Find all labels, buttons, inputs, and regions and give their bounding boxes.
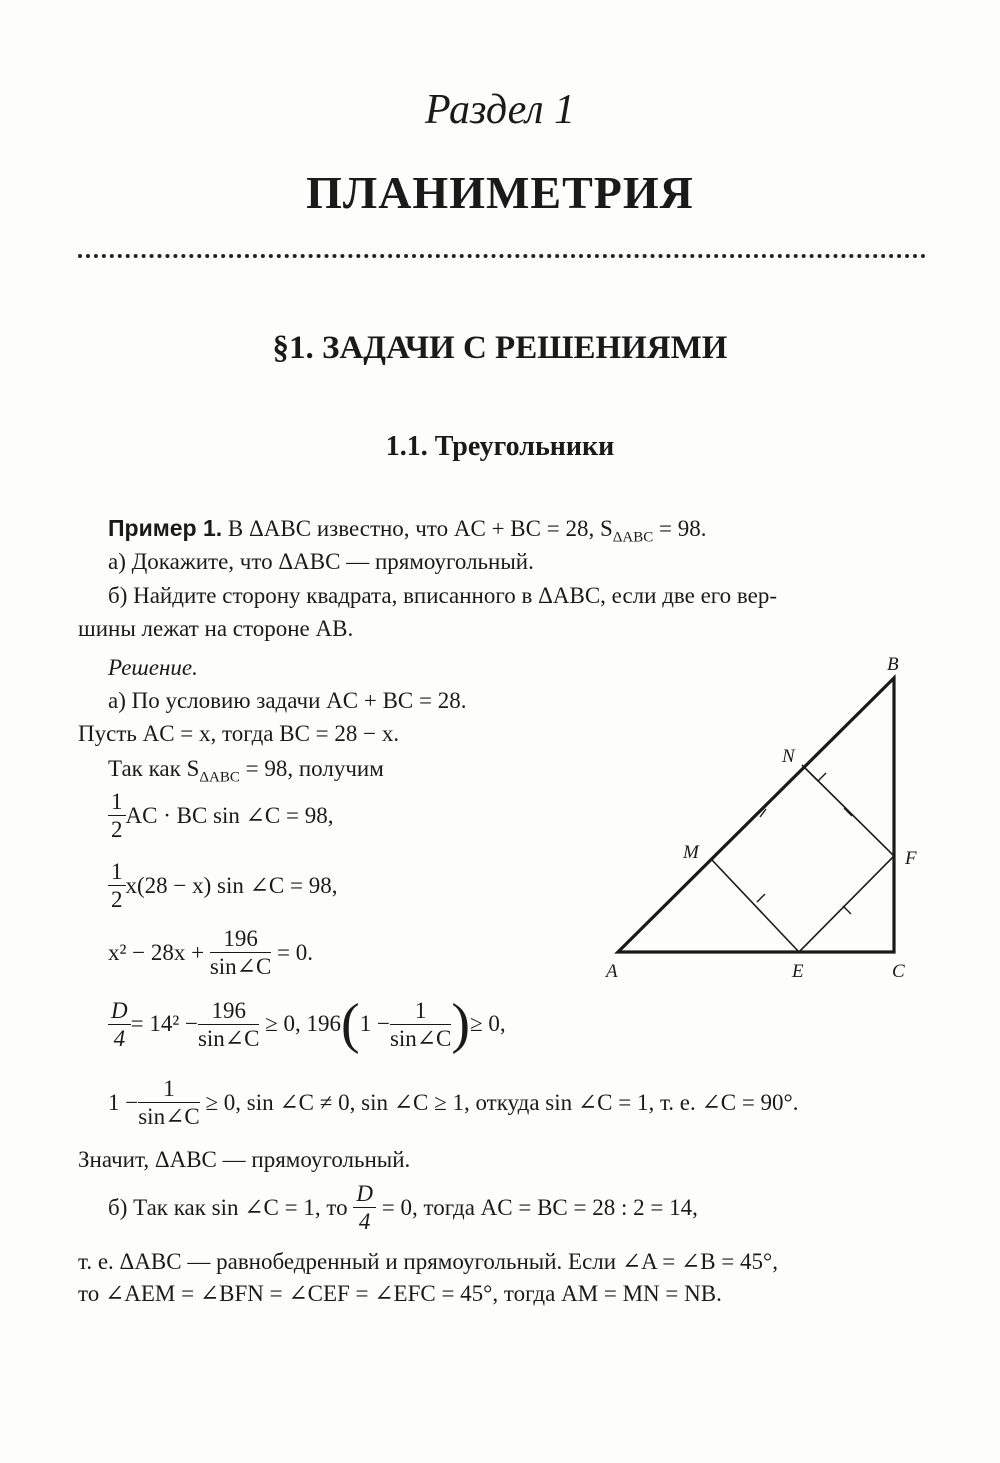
fraction-d4 [108,997,131,1052]
example-label: Пример 1. [108,515,223,541]
tick-ef [843,906,851,914]
inscribed-square [712,765,894,952]
section-number: Раздел 1 [424,87,576,133]
eq5-pre: 1 − [108,1089,139,1115]
fraction-den: 4 [358,1209,371,1234]
solution-b-line3: то ∠AEM = ∠BFN = ∠CEF = ∠EFC = 45°, тогда AM = MN = NB. [78,1281,722,1306]
equation-5 [108,1075,799,1130]
eq2-rest: x(28 − x) sin ∠C = 98, [125,872,338,898]
example-sub: ΔABC [612,529,654,546]
equation-3 [108,925,313,980]
fraction-inner [390,997,451,1052]
tick-me [757,894,765,902]
eq1-rest: AC · BC sin ∠C = 98, [125,802,334,828]
label-b: B [887,654,899,675]
fraction-den: sin∠C [389,1025,452,1051]
label-c: C [892,961,905,982]
fraction-num: 196 [210,925,271,953]
fraction-eq5 [138,1075,199,1130]
solution-heading: Решение. [108,655,198,680]
equation-2 [108,858,337,913]
left-paren: ( [341,993,360,1055]
fraction-half-2 [108,858,126,913]
fraction-num: 1 [138,1075,199,1103]
fraction-den: 2 [111,817,123,842]
solution-b-line1 [108,1180,698,1235]
subsection-title: 1.1. Треугольники [385,431,615,462]
eq4-end: ≥ 0, [470,1011,506,1036]
solution-a-line3 [108,755,384,792]
eq5-post: ≥ 0, sin ∠C ≠ 0, sin ∠C ≥ 1, откуда sin ∠C = 1, т. е. ∠C = 90°. [205,1089,799,1115]
fraction-half-1 [108,788,126,843]
a3-pre: Так как S [108,756,200,781]
fraction-num: 1 [108,788,126,816]
tick-fn [844,808,852,816]
solution-b-line2: т. е. ΔABC — равнобедренный и прямоугольный. Если ∠A = ∠B = 45°, [78,1249,778,1274]
label-m: M [683,842,699,863]
example-part-a: а) Докажите, что ΔABC — прямоугольный. [108,549,534,574]
dotted-divider [78,254,926,258]
fraction-num: 1 [108,858,126,886]
example-part-b-line2: шины лежат на стороне AB. [78,616,354,641]
equation-1 [108,788,333,843]
solution-a-line1: а) По условию задачи AC + BC = 28. [108,688,467,713]
fraction-num: 196 [198,997,259,1025]
section-title: §1. ЗАДАЧИ С РЕШЕНИЯМИ [272,330,728,366]
b1-post: = 0, тогда AC = BC = 28 : 2 = 14, [381,1194,698,1220]
eq3-pre: x² − 28x + [108,939,205,965]
fraction-den: 2 [111,887,123,912]
a3-post: = 98, получим [239,756,384,781]
fraction-num: D [108,997,131,1025]
right-paren: ) [451,993,471,1055]
example-text: В ΔABC известно, что AC + BC = 28, S [227,516,613,541]
example-statement [108,514,706,552]
conclusion-a: Значит, ΔABC — прямоугольный. [78,1147,411,1172]
fraction-den: 4 [113,1025,126,1051]
fraction-196 [210,925,271,980]
fraction-den: sin∠C [209,954,272,979]
b1-pre: б) Так как sin ∠C = 1, то [108,1194,348,1220]
equation-4 [108,993,506,1055]
eq4-inner-pre: 1 − [359,1011,390,1036]
fraction-den: sin∠C [197,1025,260,1051]
triangle-figure [596,650,936,990]
fraction-d4b [353,1180,376,1235]
fraction-num: D [353,1180,376,1208]
part-title: ПЛАНИМЕТРИЯ [306,167,694,218]
fraction-num: 1 [390,997,451,1025]
eq3-post: = 0. [277,939,314,965]
fraction-den: sin∠C [138,1104,200,1129]
example-text-end: = 98. [653,516,707,541]
label-f: F [905,848,917,869]
fraction-196b [198,997,259,1052]
label-e: E [792,961,804,982]
example-part-b-line1: б) Найдите сторону квадрата, вписанного в ΔABC, если две его вер- [108,583,777,608]
eq4-mid2: ≥ 0, 196 [265,1011,342,1036]
a3-sub: ΔABC [199,769,240,786]
label-a: A [606,961,618,982]
eq4-mid: = 14² − [130,1011,198,1036]
solution-a-line2: Пусть AC = x, тогда BC = 28 − x. [78,721,400,746]
label-n: N [782,746,795,767]
